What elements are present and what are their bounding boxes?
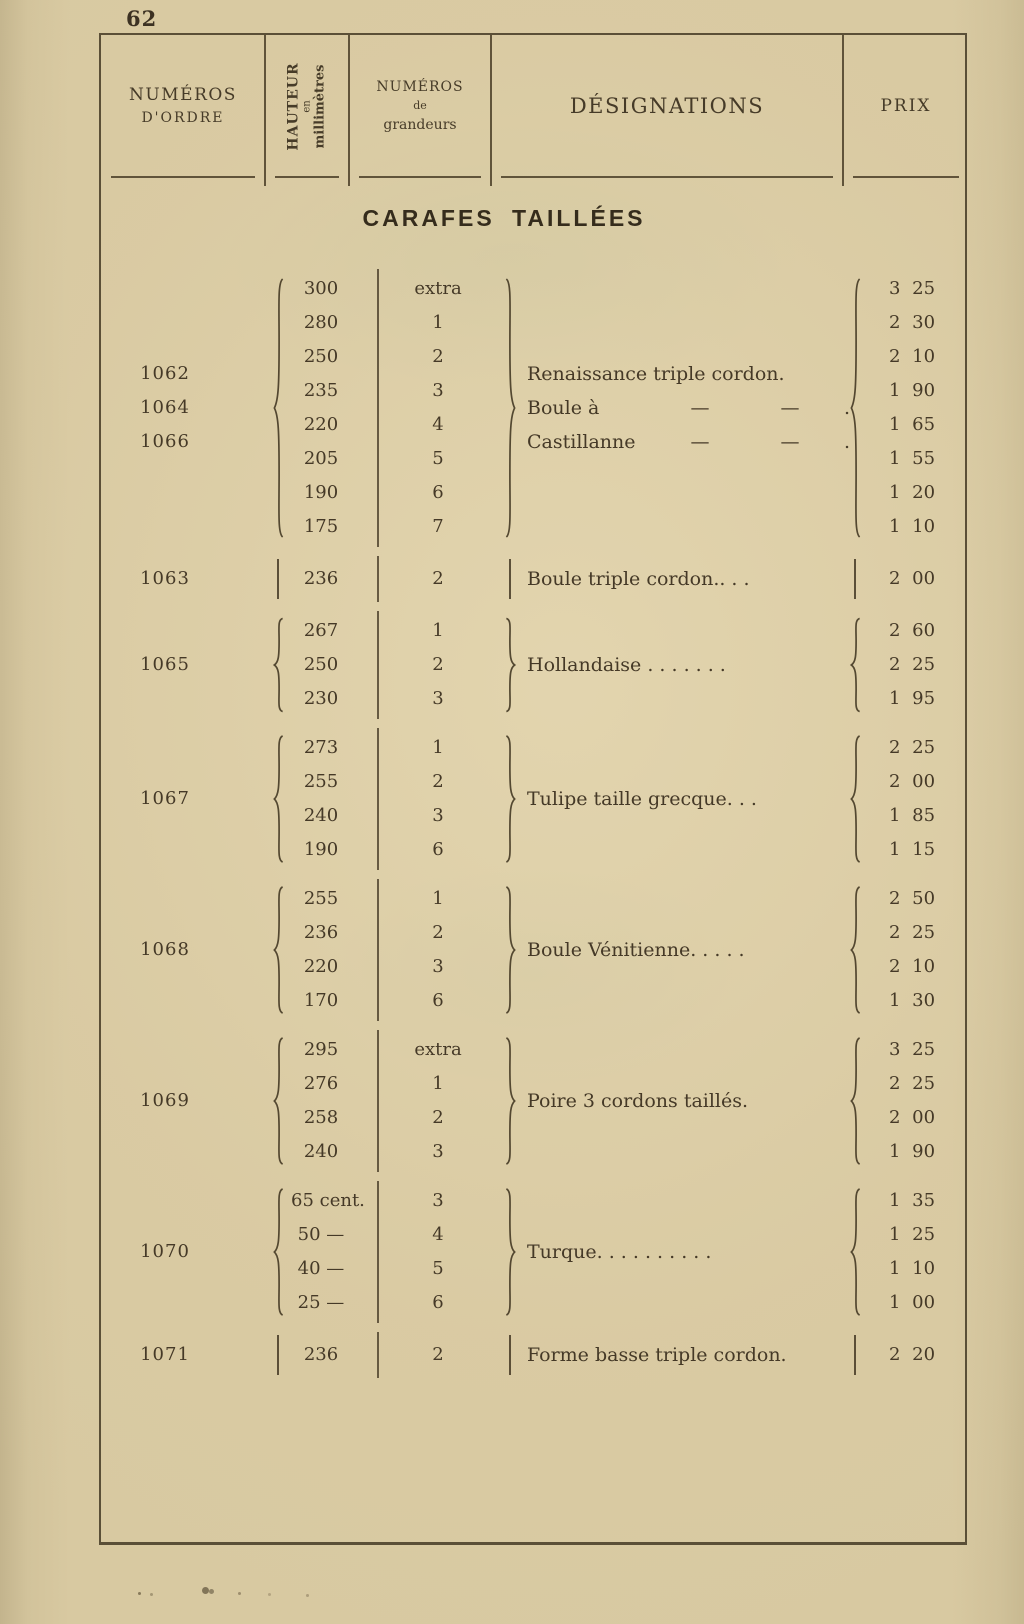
designation: Turque. . . . . . . . . . <box>527 1241 712 1263</box>
header-label: D'ORDRE <box>141 110 225 126</box>
height-value: 40 — <box>297 1258 345 1279</box>
height-value: 267 <box>303 620 339 641</box>
brace-cell <box>497 614 523 716</box>
brace-cell <box>497 1184 523 1320</box>
table-body <box>101 177 965 1375</box>
brace-cell <box>843 1184 867 1320</box>
header-numeros-ordre <box>101 35 265 177</box>
order-column <box>101 648 265 682</box>
price-value: 2 30 <box>888 312 936 333</box>
order-number: 1066 <box>140 431 190 452</box>
height-value: 65 cent. <box>291 1190 365 1211</box>
curly-brace-icon <box>271 734 286 864</box>
price-value: 1 10 <box>888 1258 936 1279</box>
size-column <box>377 1030 497 1172</box>
curly-brace-icon <box>848 617 863 713</box>
header-label: PRIX <box>880 96 932 116</box>
size-value: 1 <box>432 888 444 909</box>
catalog-group <box>101 614 965 716</box>
size-value: 6 <box>432 1292 444 1313</box>
price-value: 2 25 <box>888 737 936 758</box>
size-value: 1 <box>432 1073 444 1094</box>
size-value: 3 <box>432 380 444 401</box>
brace-cell <box>843 272 867 544</box>
header-hauteur <box>265 35 349 177</box>
curly-brace-icon <box>503 734 518 864</box>
designation-column <box>523 648 843 682</box>
height-value: 175 <box>303 516 339 537</box>
designation: Boule Vénitienne. . . . . <box>527 939 745 961</box>
height-column <box>291 882 377 1018</box>
curly-brace-icon <box>503 1036 518 1166</box>
height-value: 240 <box>303 805 339 826</box>
ditto-dash: — <box>780 397 800 419</box>
price-value: 2 00 <box>888 1107 936 1128</box>
height-value: 250 <box>303 346 339 367</box>
height-column <box>291 562 377 596</box>
designation: Hollandaise . . . . . . . <box>527 654 726 676</box>
designation: Boule triple cordon.. . . <box>527 568 750 590</box>
header-label: grandeurs <box>383 117 457 133</box>
order-column <box>101 933 265 967</box>
size-value: 3 <box>432 1190 444 1211</box>
brace-cell <box>265 1335 291 1375</box>
price-value: 1 55 <box>888 448 936 469</box>
designation-column <box>523 782 843 816</box>
brace-cell <box>265 614 291 716</box>
price-value: 2 20 <box>888 1344 936 1365</box>
height-value: 280 <box>303 312 339 333</box>
brace-cell <box>265 1184 291 1320</box>
size-value: 3 <box>432 1141 444 1162</box>
order-column <box>101 1338 265 1372</box>
designation-name: Castillanne <box>527 431 636 453</box>
brace-cell <box>497 882 523 1018</box>
size-value: extra <box>414 278 462 299</box>
height-value: 205 <box>303 448 339 469</box>
height-column <box>291 1033 377 1169</box>
designation-column <box>523 1084 843 1118</box>
brace-cell <box>497 1335 523 1375</box>
header-label: HAUTEUR <box>285 61 302 151</box>
brace-cell <box>265 272 291 544</box>
size-value: 2 <box>432 568 444 589</box>
price-value: 3 25 <box>888 1039 936 1060</box>
brace-cell <box>497 731 523 867</box>
height-column <box>291 1184 377 1320</box>
column-rule <box>509 559 511 599</box>
catalog-group <box>101 882 965 1018</box>
price-value: 2 00 <box>888 568 936 589</box>
column-rule <box>854 1335 856 1375</box>
brace-cell <box>497 559 523 599</box>
height-value: 255 <box>303 888 339 909</box>
ditto-dash: — <box>780 431 800 453</box>
size-value: 1 <box>432 737 444 758</box>
curly-brace-icon <box>271 617 286 713</box>
size-value: 4 <box>432 1224 444 1245</box>
height-value: 230 <box>303 688 339 709</box>
designation <box>527 391 851 425</box>
price-value: 1 90 <box>888 380 936 401</box>
designation-column <box>523 1338 843 1372</box>
size-column <box>377 269 497 547</box>
designation: Forme basse triple cordon. <box>527 1344 787 1366</box>
price-value: 2 25 <box>888 922 936 943</box>
size-column <box>377 1332 497 1378</box>
price-value: 1 15 <box>888 839 936 860</box>
price-value: 3 25 <box>888 278 936 299</box>
catalog-group <box>101 1033 965 1169</box>
size-value: 2 <box>432 654 444 675</box>
curly-brace-icon <box>848 1187 863 1317</box>
price-column <box>867 1338 969 1372</box>
height-value: 50 — <box>297 1224 345 1245</box>
price-column <box>867 882 969 1018</box>
catalog-group <box>101 1335 965 1375</box>
height-value: 240 <box>303 1141 339 1162</box>
paper-specks <box>138 1592 141 1595</box>
column-rule <box>277 1335 279 1375</box>
height-column <box>291 1338 377 1372</box>
brace-cell <box>843 731 867 867</box>
groups <box>101 232 965 1375</box>
curly-brace-icon <box>271 275 286 541</box>
size-column <box>377 728 497 870</box>
header-label: de <box>413 99 427 112</box>
brace-cell <box>843 559 867 599</box>
price-value: 2 00 <box>888 771 936 792</box>
order-column <box>101 562 265 596</box>
height-value: 190 <box>303 839 339 860</box>
height-value: 170 <box>303 990 339 1011</box>
price-column <box>867 614 969 716</box>
price-value: 1 00 <box>888 1292 936 1313</box>
price-value: 1 10 <box>888 516 936 537</box>
price-column <box>867 731 969 867</box>
size-value: 4 <box>432 414 444 435</box>
size-value: 3 <box>432 688 444 709</box>
price-value: 2 25 <box>888 1073 936 1094</box>
price-value: 2 60 <box>888 620 936 641</box>
curly-brace-icon <box>848 734 863 864</box>
brace-cell <box>265 1033 291 1169</box>
size-value: 2 <box>432 771 444 792</box>
designation <box>527 425 851 459</box>
price-value: 1 85 <box>888 805 936 826</box>
height-value: 236 <box>303 1344 339 1365</box>
header-label: en <box>301 99 313 113</box>
designation: Poire 3 cordons taillés. <box>527 1090 749 1112</box>
section-title: CARAFES TAILLÉES <box>362 205 646 231</box>
price-column <box>867 1033 969 1169</box>
order-number: 1068 <box>140 939 190 960</box>
catalog-group <box>101 731 965 867</box>
price-value: 2 25 <box>888 654 936 675</box>
size-value: 2 <box>432 346 444 367</box>
rotated-header <box>287 62 328 150</box>
designation-column <box>523 1235 843 1269</box>
curly-brace-icon <box>503 275 518 541</box>
price-value: 2 10 <box>888 956 936 977</box>
price-value: 2 50 <box>888 888 936 909</box>
brace-cell <box>265 559 291 599</box>
price-value: 1 20 <box>888 482 936 503</box>
size-value: 5 <box>432 1258 444 1279</box>
height-column <box>291 614 377 716</box>
size-value: 6 <box>432 482 444 503</box>
column-rule <box>509 1335 511 1375</box>
ditto-dash: — <box>690 397 710 419</box>
price-value: 1 90 <box>888 1141 936 1162</box>
order-column <box>101 782 265 816</box>
height-value: 276 <box>303 1073 339 1094</box>
size-value: 5 <box>432 448 444 469</box>
price-value: 1 35 <box>888 1190 936 1211</box>
height-value: 295 <box>303 1039 339 1060</box>
size-value: 6 <box>432 839 444 860</box>
curly-brace-icon <box>271 885 286 1015</box>
designation-name: Boule à <box>527 397 600 419</box>
page-number: 62 <box>126 6 158 31</box>
size-column <box>377 1181 497 1323</box>
curly-brace-icon <box>271 1187 286 1317</box>
order-number: 1065 <box>140 654 190 675</box>
size-value: 1 <box>432 312 444 333</box>
catalog-group <box>101 1184 965 1320</box>
order-number: 1067 <box>140 788 190 809</box>
order-number: 1070 <box>140 1241 190 1262</box>
order-number: 1062 <box>140 363 190 384</box>
order-column <box>101 1235 265 1269</box>
designation: Renaissance triple cordon. <box>527 363 785 385</box>
size-value: 3 <box>432 956 444 977</box>
curly-brace-icon <box>271 1036 286 1166</box>
price-value: 1 65 <box>888 414 936 435</box>
size-column <box>377 611 497 719</box>
height-value: 190 <box>303 482 339 503</box>
height-value: 220 <box>303 414 339 435</box>
height-value: 300 <box>303 278 339 299</box>
header-prix <box>843 35 969 177</box>
size-value: 6 <box>432 990 444 1011</box>
order-number: 1069 <box>140 1090 190 1111</box>
column-rule <box>277 559 279 599</box>
designation-column <box>523 933 843 967</box>
price-value: 1 30 <box>888 990 936 1011</box>
height-value: 273 <box>303 737 339 758</box>
ditto-dash: — <box>690 431 710 453</box>
height-value: 235 <box>303 380 339 401</box>
height-value: 236 <box>303 922 339 943</box>
price-column <box>867 1184 969 1320</box>
size-value: 7 <box>432 516 444 537</box>
designation: Tulipe taille grecque. . . <box>527 788 757 810</box>
brace-cell <box>843 1335 867 1375</box>
brace-cell <box>843 1033 867 1169</box>
brace-cell <box>843 882 867 1018</box>
order-number: 1064 <box>140 397 190 418</box>
height-value: 25 — <box>297 1292 345 1313</box>
curly-brace-icon <box>848 1036 863 1166</box>
brace-cell <box>497 272 523 544</box>
height-column <box>291 272 377 544</box>
curly-brace-icon <box>503 885 518 1015</box>
header-label: DÉSIGNATIONS <box>569 94 765 118</box>
size-value: 1 <box>432 620 444 641</box>
curly-brace-icon <box>503 617 518 713</box>
height-value: 220 <box>303 956 339 977</box>
size-column <box>377 556 497 602</box>
size-value: 2 <box>432 922 444 943</box>
ditto-dot: . <box>843 431 851 453</box>
brace-cell <box>265 731 291 867</box>
designation-column <box>523 562 843 596</box>
header-designations <box>491 35 843 177</box>
column-divider <box>348 35 350 186</box>
catalog-group <box>101 272 965 544</box>
brace-cell <box>265 882 291 1018</box>
order-column <box>101 357 265 459</box>
curly-brace-icon <box>848 275 863 541</box>
order-column <box>101 1084 265 1118</box>
height-value: 236 <box>303 568 339 589</box>
price-value: 2 10 <box>888 346 936 367</box>
height-value: 258 <box>303 1107 339 1128</box>
height-value: 255 <box>303 771 339 792</box>
size-column <box>377 879 497 1021</box>
size-value: 2 <box>432 1107 444 1128</box>
table-header <box>101 35 965 177</box>
brace-cell <box>843 614 867 716</box>
size-value: 3 <box>432 805 444 826</box>
curly-brace-icon <box>848 885 863 1015</box>
catalog-group <box>101 559 965 599</box>
brace-cell <box>497 1033 523 1169</box>
column-divider <box>264 35 266 186</box>
height-value: 250 <box>303 654 339 675</box>
column-rule <box>854 559 856 599</box>
order-number: 1063 <box>140 568 190 589</box>
size-value: 2 <box>432 1344 444 1365</box>
header-grandeurs <box>349 35 491 177</box>
header-label: NUMÉROS <box>376 79 464 95</box>
catalog-table <box>99 33 967 1545</box>
designation-column <box>523 357 851 459</box>
column-divider <box>842 35 844 186</box>
header-label: millimètres <box>312 64 328 148</box>
price-column <box>867 562 969 596</box>
curly-brace-icon <box>503 1187 518 1317</box>
height-column <box>291 731 377 867</box>
size-value: extra <box>414 1039 462 1060</box>
header-label: NUMÉROS <box>129 85 237 105</box>
price-column <box>867 272 969 544</box>
price-value: 1 25 <box>888 1224 936 1245</box>
price-value: 1 95 <box>888 688 936 709</box>
column-divider <box>490 35 492 186</box>
ditto-dot: . <box>843 397 851 419</box>
order-number: 1071 <box>140 1344 190 1365</box>
